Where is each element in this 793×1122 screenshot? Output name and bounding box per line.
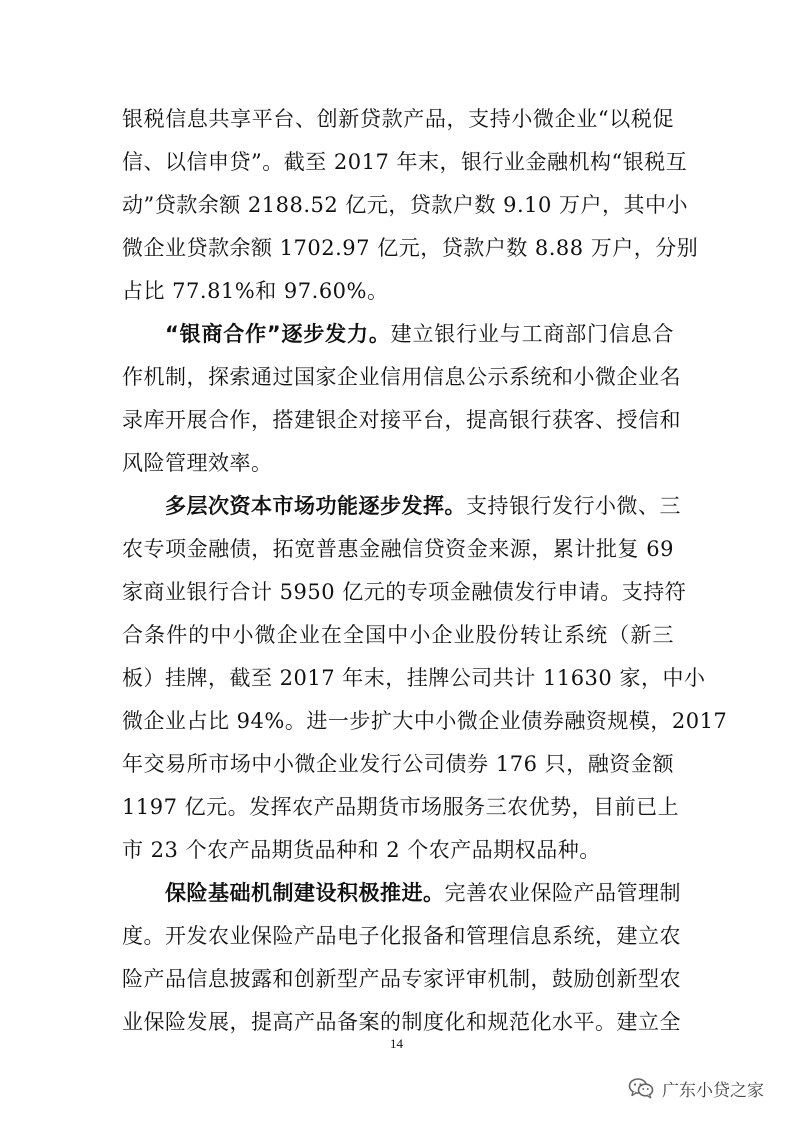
text-line (122, 233, 699, 263)
text-line (122, 706, 728, 736)
line-text: 年交易所市场中小微企业发行公司债券 176 只，融资金额 (122, 752, 674, 776)
watermark (628, 1073, 764, 1103)
text-line (122, 792, 680, 822)
paragraph-heading-line (165, 319, 674, 349)
watermark-label: 广东小贷之家 (662, 1080, 764, 1101)
wechat-icon (628, 1077, 654, 1099)
text-line (122, 147, 688, 177)
paragraph-heading-line (165, 491, 681, 521)
text-line (122, 577, 687, 607)
text-line (122, 190, 689, 220)
line-text: 信、以信申贷”。截至 2017 年末，银行业金融机构“银税互 (122, 150, 688, 174)
paragraph-heading: 保险基础机制建设积极推进。 (165, 881, 445, 905)
line-text: 动”贷款余额 2188.52 亿元，贷款户数 9.10 万户，其中小 (122, 193, 689, 217)
text-line (122, 835, 674, 865)
line-text: 家商业银行合计 5950 亿元的专项金融债发行申请。支持符 (122, 580, 687, 604)
text-line (122, 104, 674, 134)
text-line (122, 921, 681, 951)
text-line (122, 362, 681, 392)
line-text: 农专项金融债，拓宽普惠金融信贷资金来源，累计批复 69 (122, 537, 674, 561)
line-text: 微企业贷款余额 1702.97 亿元，贷款户数 8.88 万户，分别 (122, 236, 699, 260)
line-text: 完善农业保险产品管理制 (444, 881, 681, 905)
text-line (122, 534, 674, 564)
line-text: 占比 77.81%和 97.60%。 (122, 279, 389, 303)
text-line (122, 964, 681, 994)
line-text: 风险管理效率。 (122, 451, 273, 475)
line-text: 微企业占比 94%。进一步扩大中小微企业债券融资规模，2017 (122, 709, 728, 733)
line-text: 险产品信息披露和创新型产品专家评审机制，鼓励创新型农 (122, 967, 681, 991)
line-text: 录库开展合作，搭建银企对接平台，提高银行获客、授信和 (122, 408, 681, 432)
line-text: 市 23 个农产品期货品种和 2 个农产品期权品种。 (122, 838, 601, 862)
text-line (122, 663, 706, 693)
page-number: 14 (390, 1036, 403, 1051)
line-text: 建立银行业与工商部门信息合 (390, 322, 674, 346)
line-text: 支持银行发行小微、三 (466, 494, 681, 518)
line-text: 板）挂牌，截至 2017 年末，挂牌公司共计 11630 家，中小 (122, 666, 706, 690)
line-text: 度。开发农业保险产品电子化报备和管理信息系统，建立农 (122, 924, 681, 948)
line-text: 银税信息共享平台、创新贷款产品，支持小微企业“以税促 (122, 107, 674, 131)
text-line (122, 276, 674, 306)
line-text: 合条件的中小微企业在全国中小企业股份转让系统（新三 (122, 623, 674, 647)
line-text: 业保险发展，提高产品备案的制度化和规范化水平。建立全 (122, 1010, 681, 1034)
text-line (122, 405, 681, 435)
line-text: 1197 亿元。发挥农产品期货市场服务三农优势，目前已上 (122, 795, 680, 819)
text-line (122, 1007, 681, 1037)
paragraph-heading: “银商合作”逐步发力。 (165, 322, 391, 346)
line-text: 作机制，探索通过国家企业信用信息公示系统和小微企业名 (122, 365, 681, 389)
paragraph-heading: 多层次资本市场功能逐步发挥。 (165, 494, 466, 518)
text-line (122, 620, 674, 650)
text-line (122, 448, 674, 478)
paragraph-heading-line (165, 878, 681, 908)
text-line (122, 749, 674, 779)
